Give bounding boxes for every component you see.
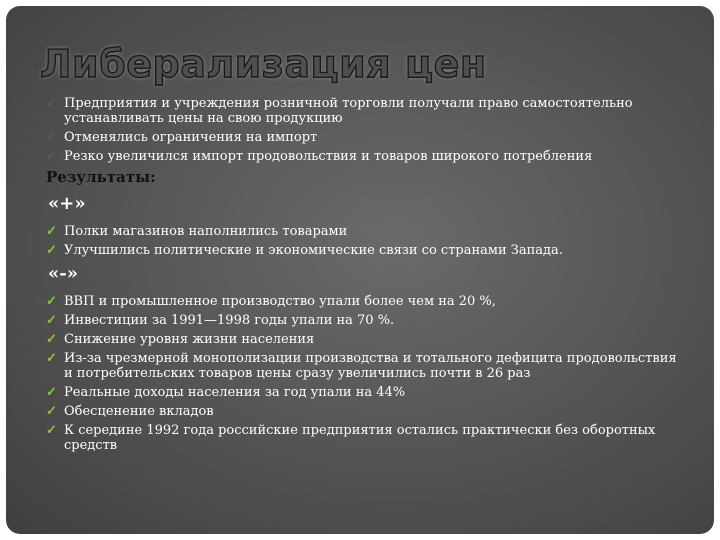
results-heading: Результаты: [46,168,156,186]
list-item-text: ВВП и промышленное производство упали более чем на 20 %, [64,294,496,309]
dot-bullet-icon: ✔ [46,130,57,144]
checkmark-icon: ✓ [46,423,57,438]
checkmark-icon: ✓ [46,294,57,309]
list-item [46,243,686,258]
slide-title: Либерализация цен [40,42,487,86]
list-item-text: Реальные доходы населения за год упали на 44% [64,385,406,400]
plus-heading: «+» [48,193,86,214]
plus-list [46,224,686,258]
list-item [46,351,686,381]
dot-bullet-icon: ✔ [46,149,57,163]
list-item [46,404,686,419]
checkmark-icon: ✓ [46,332,57,347]
list-item [46,224,686,239]
checkmark-icon: ✓ [46,404,57,419]
intro-list [46,96,686,164]
minus-heading: «-» [48,263,78,284]
checkmark-icon: ✓ [46,243,57,258]
dot-bullet-icon: ✔ [46,96,57,110]
list-item-text: Обесценение вкладов [64,404,214,419]
slide-content [46,96,686,457]
list-item [46,149,686,164]
list-item-text: Из-за чрезмерной монополизации производства и тотального дефицита продовольствия и потребительских товаров цены сразу увеличились почти в 26 раз [64,351,677,381]
checkmark-icon: ✓ [46,351,57,366]
minus-list [46,294,686,453]
list-item-text: К середине 1992 года российские предприятия остались практически без оборотных средств [64,423,656,453]
list-item-text: Предприятия и учреждения розничной торговли получали право самостоятельно устанавливать цены на свою продукцию [64,96,633,126]
slide [6,6,714,534]
list-item-text: Резко увеличился импорт продовольствия и товаров широкого потребления [64,149,593,164]
list-item [46,313,686,328]
checkmark-icon: ✓ [46,224,57,239]
list-item-text: Снижение уровня жизни населения [64,332,315,347]
list-item-text: Улучшились политические и экономические связи со странами Запада. [64,243,563,258]
list-item [46,130,686,145]
list-item [46,96,686,126]
checkmark-icon: ✓ [46,385,57,400]
list-item [46,385,686,400]
list-item-text: Инвестиции за 1991—1998 годы упали на 70 %. [64,313,395,328]
checkmark-icon: ✓ [46,313,57,328]
list-item [46,332,686,347]
list-item-text: Полки магазинов наполнились товарами [64,224,348,239]
list-item [46,423,686,453]
list-item [46,294,686,309]
list-item-text: Отменялись ограничения на импорт [64,130,318,145]
